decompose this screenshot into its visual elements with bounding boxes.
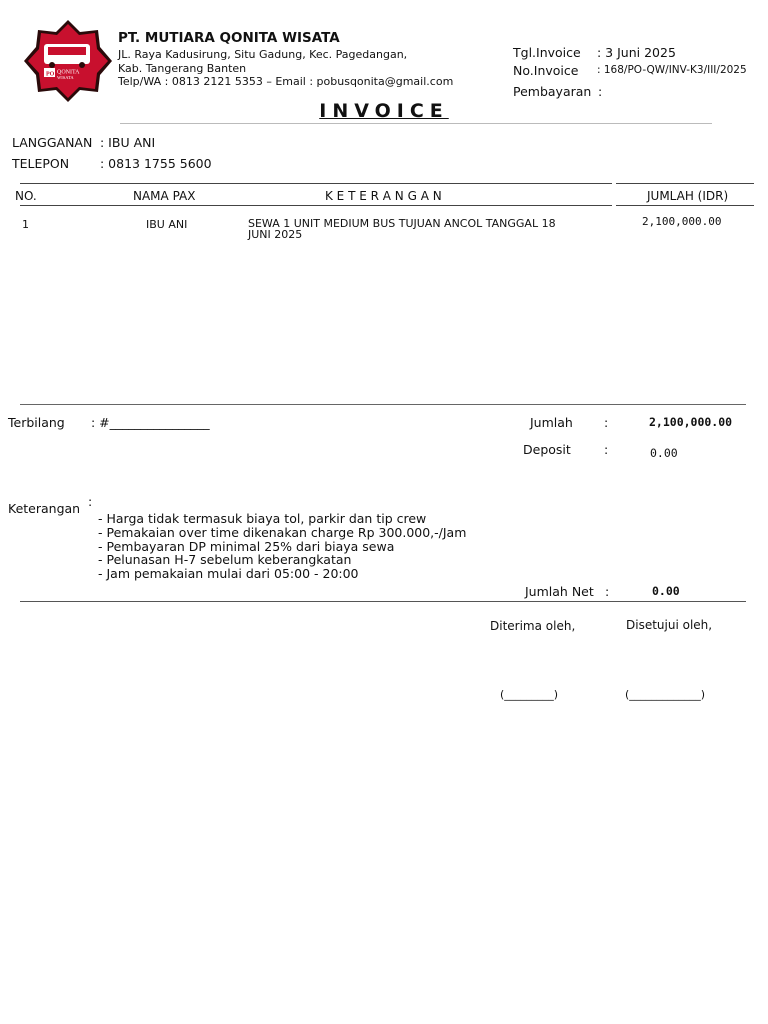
- col-header-pax: NAMA PAX: [133, 189, 196, 203]
- contact-line: Telp/WA : 0813 2121 5353 – Email : pobusqonita@gmail.com: [118, 75, 454, 88]
- payment-value: :: [598, 84, 603, 99]
- notes-list: [98, 512, 466, 581]
- address-line: JL. Raya Kadusirung, Situ Gadung, Kec. Pagedangan,: [118, 48, 408, 61]
- net-label: Jumlah Net: [525, 584, 594, 599]
- company-name: PT. MUTIARA QONITA WISATA: [118, 30, 340, 46]
- totals-bottom-rule: [20, 601, 746, 602]
- table-top-rule: [20, 183, 612, 184]
- payment-label: Pembayaran: [513, 84, 592, 99]
- logo-bus-wheel-front: [49, 62, 55, 68]
- col-header-desc: K E T E R A N G A N: [325, 189, 442, 203]
- invoice-date-label: Tgl.Invoice: [513, 45, 581, 60]
- terbilang-label: Terbilang: [8, 415, 65, 430]
- notes-colon: :: [88, 494, 93, 509]
- customer-name-label: LANGGANAN: [12, 135, 93, 150]
- invoice-number-label: No.Invoice: [513, 63, 579, 78]
- deposit-value: 0.00: [650, 446, 678, 460]
- invoice-date-value: : 3 Juni 2025: [597, 45, 676, 60]
- invoice-title-text: INVOICE: [319, 100, 449, 122]
- company-address: [118, 48, 453, 89]
- net-value: 0.00: [652, 584, 680, 598]
- logo-qonita-text: QONITA: [57, 69, 80, 76]
- deposit-colon: :: [604, 442, 609, 457]
- logo-po-text: PO: [46, 71, 55, 78]
- row-pax: IBU ANI: [146, 218, 188, 231]
- row-description-line: JUNI 2025: [248, 228, 303, 241]
- received-signature-line: (_________): [500, 688, 559, 701]
- row-no: 1: [22, 218, 29, 231]
- approved-signature-line: (_____________): [625, 688, 706, 701]
- row-amount: 2,100,000.00: [642, 215, 722, 228]
- logo-bus-wheel-rear: [79, 62, 85, 68]
- col-header-amount: JUMLAH (IDR): [647, 189, 729, 203]
- note-item: - Pemakaian over time dikenakan charge Rp 300.000,-/Jam: [98, 524, 467, 540]
- approved-by-label: Disetujui oleh,: [626, 618, 713, 632]
- invoice-title: [0, 100, 768, 122]
- table-header-rule-amount: [616, 205, 754, 206]
- divider: [120, 123, 712, 124]
- table-bottom-rule: [20, 404, 746, 405]
- address-line: Kab. Tangerang Banten: [118, 61, 247, 75]
- note-item: - Pembayaran DP minimal 25% dari biaya sewa: [98, 538, 395, 554]
- jumlah-colon: :: [604, 415, 609, 430]
- company-logo: [22, 18, 114, 104]
- deposit-label: Deposit: [523, 442, 571, 457]
- terbilang-value: : #________________: [91, 415, 210, 430]
- note-item: - Jam pemakaian mulai dari 05:00 - 20:00: [98, 566, 359, 582]
- note-item: - Pelunasan H-7 sebelum keberangkatan: [98, 552, 352, 568]
- row-description-line: SEWA 1 UNIT MEDIUM BUS TUJUAN ANCOL TANGGAL 18: [248, 217, 556, 230]
- table-header-rule: [20, 205, 612, 206]
- received-by-label: Diterima oleh,: [490, 619, 576, 633]
- row-description: [248, 218, 556, 240]
- invoice-number-value: : 168/PO-QW/INV-K3/III/2025: [597, 64, 747, 76]
- notes-label: Keterangan: [8, 501, 81, 516]
- customer-phone-label: TELEPON: [12, 156, 70, 171]
- customer-name-value: : IBU ANI: [100, 135, 156, 150]
- col-header-no: NO.: [15, 189, 37, 203]
- logo-bus-window: [48, 47, 86, 55]
- net-colon: :: [605, 584, 610, 599]
- logo-wisata-text: WISATA: [57, 75, 74, 80]
- table-top-rule-amount: [616, 183, 754, 184]
- customer-phone-value: : 0813 1755 5600: [100, 156, 212, 171]
- jumlah-label: Jumlah: [530, 415, 573, 430]
- jumlah-value: 2,100,000.00: [649, 415, 733, 429]
- note-item: - Harga tidak termasuk biaya tol, parkir dan tip crew: [98, 511, 427, 526]
